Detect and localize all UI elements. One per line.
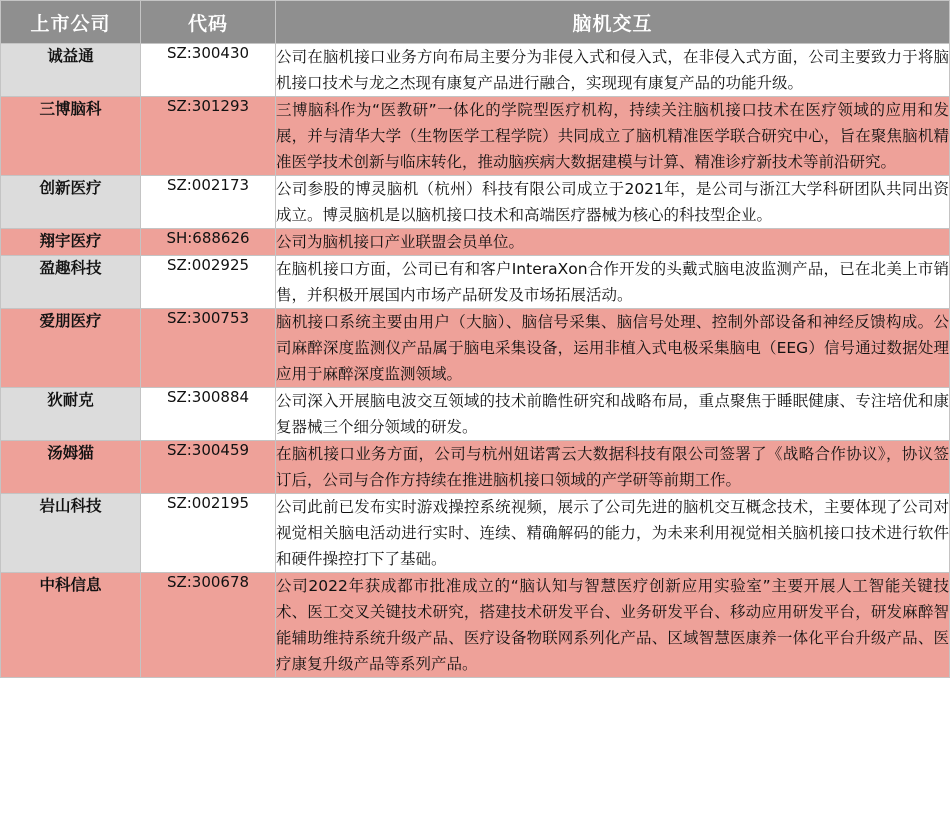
- stock-code-cell: SZ:301293: [141, 97, 276, 176]
- stock-code-cell: SZ:002173: [141, 176, 276, 229]
- stock-code-cell: SH:688626: [141, 229, 276, 256]
- company-name-cell: 岩山科技: [1, 494, 141, 573]
- company-name-cell: 盈趣科技: [1, 256, 141, 309]
- stock-code-cell: SZ:300753: [141, 309, 276, 388]
- stock-code-cell: SZ:002925: [141, 256, 276, 309]
- header-code: 代码: [141, 1, 276, 44]
- company-name-cell: 三博脑科: [1, 97, 141, 176]
- company-name-cell: 翔宇医疗: [1, 229, 141, 256]
- table-row: [1, 441, 950, 494]
- company-name-cell: 汤姆猫: [1, 441, 141, 494]
- table-row: [1, 97, 950, 176]
- company-name-cell: 中科信息: [1, 573, 141, 678]
- table-row: [1, 256, 950, 309]
- table-row: [1, 44, 950, 97]
- bci-description-cell: 公司为脑机接口产业联盟会员单位。: [276, 229, 950, 256]
- header-row: [1, 1, 950, 44]
- table-row: [1, 229, 950, 256]
- company-name-cell: 诚益通: [1, 44, 141, 97]
- table-row: [1, 176, 950, 229]
- stock-code-cell: SZ:002195: [141, 494, 276, 573]
- company-name-cell: 狄耐克: [1, 388, 141, 441]
- bci-description-cell: 在脑机接口方面，公司已有和客户InteraXon合作开发的头戴式脑电波监测产品，已在北美上市销售，并积极开展国内市场产品研发及市场拓展活动。: [276, 256, 950, 309]
- header-bci: 脑机交互: [276, 1, 950, 44]
- company-name-cell: 爱朋医疗: [1, 309, 141, 388]
- bci-description-cell: 脑机接口系统主要由用户（大脑）、脑信号采集、脑信号处理、控制外部设备和神经反馈构成。公司麻醉深度监测仪产品属于脑电采集设备，运用非植入式电极采集脑电（EEG）信号通过数据处理应用于麻醉深度监测领域。: [276, 309, 950, 388]
- bci-description-cell: 公司此前已发布实时游戏操控系统视频，展示了公司先进的脑机交互概念技术，主要体现了公司对视觉相关脑电活动进行实时、连续、精确解码的能力，为未来利用视觉相关脑机接口技术进行软件和硬件操控打下了基础。: [276, 494, 950, 573]
- bci-description-cell: 公司参股的博灵脑机（杭州）科技有限公司成立于2021年，是公司与浙江大学科研团队共同出资成立。博灵脑机是以脑机接口技术和高端医疗器械为核心的科技型企业。: [276, 176, 950, 229]
- table-row: [1, 309, 950, 388]
- stock-code-cell: SZ:300884: [141, 388, 276, 441]
- stock-code-cell: SZ:300678: [141, 573, 276, 678]
- bci-description-cell: 三博脑科作为“医教研”一体化的学院型医疗机构，持续关注脑机接口技术在医疗领域的应用和发展，并与清华大学（生物医学工程学院）共同成立了脑机精准医学联合研究中心，旨在聚焦脑机精准医学技术创新与临床转化，推动脑疾病大数据建模与计算、精准诊疗新技术等前沿研究。: [276, 97, 950, 176]
- bci-description-cell: 公司深入开展脑电波交互领域的技术前瞻性研究和战略布局，重点聚焦于睡眠健康、专注培优和康复器械三个细分领域的研发。: [276, 388, 950, 441]
- table-row: [1, 573, 950, 678]
- stock-code-cell: SZ:300459: [141, 441, 276, 494]
- company-name-cell: 创新医疗: [1, 176, 141, 229]
- header-company: 上市公司: [1, 1, 141, 44]
- bci-description-cell: 公司2022年获成都市批准成立的“脑认知与智慧医疗创新应用实验室”主要开展人工智能关键技术、医工交叉关键技术研究，搭建技术研发平台、业务研发平台、移动应用研发平台，研发麻醉智能辅助维持系统升级产品、医疗设备物联网系列化产品、区域智慧医康养一体化平台升级产品、医疗康复升级产品等系列产品。: [276, 573, 950, 678]
- stock-code-cell: SZ:300430: [141, 44, 276, 97]
- bci-description-cell: 公司在脑机接口业务方向布局主要分为非侵入式和侵入式，在非侵入式方面，公司主要致力于将脑机接口技术与龙之杰现有康复产品进行融合，实现现有康复产品的功能升级。: [276, 44, 950, 97]
- table-row: [1, 494, 950, 573]
- table-row: [1, 388, 950, 441]
- bci-description-cell: 在脑机接口业务方面，公司与杭州妞诺霄云大数据科技有限公司签署了《战略合作协议》，协议签订后，公司与合作方持续在推进脑机接口领域的产学研等前期工作。: [276, 441, 950, 494]
